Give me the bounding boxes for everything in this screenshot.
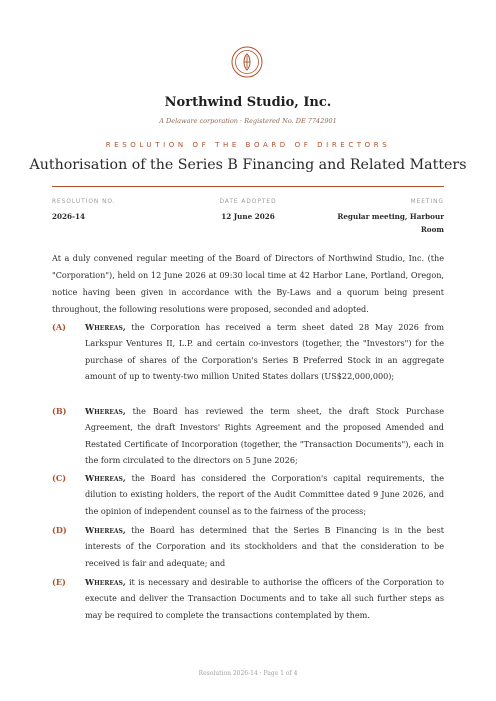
recital-b (52, 403, 444, 468)
recital-label: (B) (52, 406, 67, 416)
meta-date (200, 199, 296, 223)
meta-meeting-value (324, 210, 444, 236)
recital-body (85, 319, 444, 384)
meta-meeting (324, 199, 444, 236)
recital-keyword: Whereas, (85, 406, 126, 416)
company-name: Northwind Studio, Inc. (164, 95, 332, 110)
page-title: Authorisation of the Series B Financing and Related Matters (29, 157, 467, 173)
registration-subline: A Delaware corporation · Registered No. DE 7742901 (159, 117, 337, 125)
meta-date-value: 12 June 2026 (221, 212, 275, 221)
seal-icon (231, 46, 263, 78)
recital-body (85, 470, 444, 519)
page-footer: Resolution 2026-14 · Page 1 of 4 (198, 670, 298, 677)
meta-resolution (52, 199, 116, 223)
meta-date-label: DATE ADOPTED (219, 199, 277, 205)
meta-resolution-label: RESOLUTION NO. (52, 199, 116, 205)
recital-label: (E) (52, 577, 66, 587)
recital-text: the Board has considered the Corporation's capital requirements, the dilution to existing holders, the report of the Audit Committee dated 9 June 2026, and the opinion of independent counsel as to the fairness of the process; (85, 473, 444, 516)
recital-body (85, 574, 444, 623)
intro-paragraph: At a duly convened regular meeting of the Board of Directors of Northwind Studio, Inc. (the "Corporation"), held on 12 June 2026 at 09:30 local time at 42 Harbor Lane, Portland, Oregon, notice having been given in accordance with the By-Laws and a quorum being present throughout, the following resolutions were proposed, seconded and adopted. (52, 253, 444, 314)
title-divider (52, 186, 444, 187)
recital-text: it is necessary and desirable to authorise the officers of the Corporation to execute and deliver the Transaction Documents and to take all such further steps as may be required to complete the transactions contemplated by them. (85, 577, 444, 620)
recital-keyword: Whereas, (85, 473, 126, 483)
recital-a (52, 319, 444, 384)
meta-meeting-value-line2: Room (420, 225, 444, 234)
document-kicker: RESOLUTION OF THE BOARD OF DIRECTORS (105, 141, 391, 149)
meta-resolution-value: 2026-14 (52, 212, 85, 221)
recital-label: (D) (52, 525, 67, 535)
recital-text: the Corporation has received a term sheet dated 28 May 2026 from Larkspur Ventures II, L.P. and certain co-investors (together, the "Investors") for the purchase of shares of the Corporation's Series B Preferred Stock in an aggregate amount of up to twenty-two million United States dollars (US$22,000,000); (85, 322, 445, 381)
recital-label: (C) (52, 473, 67, 483)
recital-label: (A) (52, 322, 66, 332)
recital-body (85, 522, 444, 571)
recital-text: the Board has determined that the Series B Financing is in the best interests of the Corporation and its stockholders and that the consideration to be received is fair and adequate; and (85, 525, 444, 568)
recital-keyword: Whereas, (85, 525, 126, 535)
meta-meeting-label: MEETING (410, 199, 444, 205)
recital-d (52, 522, 444, 571)
recital-body (85, 403, 444, 468)
meta-meeting-value-line1: Regular meeting, Harbour (337, 212, 444, 221)
recital-text: the Board has reviewed the term sheet, the draft Stock Purchase Agreement, the draft Investors' Rights Agreement and the proposed Amended and Restated Certificate of Incorporation (together, the "Transaction Documents"), each in the form circulated to the directors on 5 June 2026; (85, 406, 444, 465)
recital-keyword: Whereas, (85, 322, 126, 332)
recital-c (52, 470, 444, 519)
recital-e (52, 574, 444, 623)
recital-keyword: Whereas, (85, 577, 126, 587)
